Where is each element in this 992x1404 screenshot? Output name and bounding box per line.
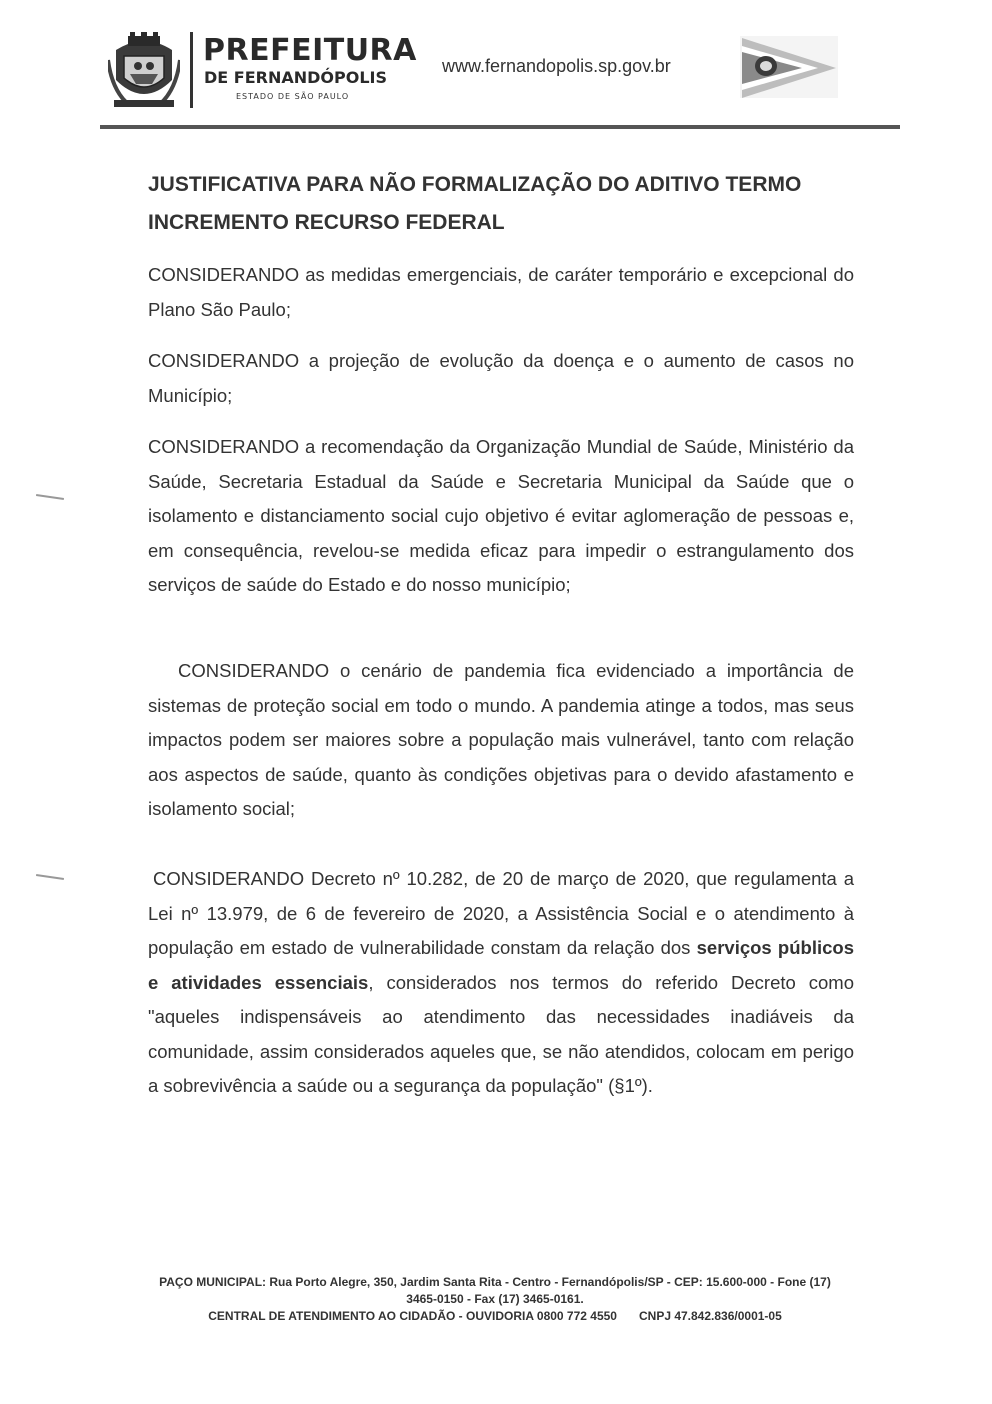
letterhead — [100, 20, 900, 130]
municipal-flag-icon — [738, 32, 842, 102]
paragraph-5-bold: serviços públicos e atividades essenciais — [148, 937, 854, 993]
title-line-1: JUSTIFICATIVA PARA NÃO FORMALIZAÇÃO DO ADITIVO TERMO — [148, 173, 802, 196]
footer-ouvidoria: CENTRAL DE ATENDIMENTO AO CIDADÃO - OUVIDORIA 0800 772 4550 — [208, 1309, 617, 1323]
paragraph-5-text-b: , considerados nos termos do referido Decreto como "aqueles indispensáveis ao atendimento das necessidades inadiáveis da comunidade, assim considerados aqueles que, se não atendidos, colocam em perigo a sobrevivência a saúde ou a segurança da população" (§1º). — [148, 971, 854, 1096]
paragraph-5-text-a: CONSIDERANDO Decreto nº 10.282, de 20 de março de 2020, que regulamenta a Lei nº 13.979, de 6 de fevereiro de 2020, a Assistência Social e o atendimento à população em estado de vulnerabilidade constam da relação dos — [148, 868, 854, 958]
paragraph-4: CONSIDERANDO o cenário de pandemia fica evidenciado a importância de sistemas de proteção social em todo o mundo. A pandemia atinge a todos, mas seus impactos podem ser maiores sobre a população mais vulnerável, tanto com relação aos aspectos de saúde, quanto às condições objetivas para o devido afastamento e isolamento social; — [148, 660, 854, 819]
brand-title: PREFEITURA — [203, 33, 417, 68]
header-divider — [190, 32, 193, 108]
scan-margin-mark — [36, 874, 64, 880]
municipal-coat-of-arms-icon — [108, 30, 180, 110]
paragraph-3: CONSIDERANDO a recomendação da Organização Mundial de Saúde, Ministério da Saúde, Secretaria Estadual da Saúde e Secretaria Municipal da Saúde que o isolamento e distanciamento social cujo objetivo é evitar aglomeração de pessoas e, em consequência, revelou-se medida eficaz para impedir o estrangulamento dos serviços de saúde do Estado e do nosso município; — [148, 436, 854, 595]
footer-cnpj: CNPJ 47.842.836/0001-05 — [638, 1309, 782, 1323]
paragraph-2: CONSIDERANDO a projeção de evolução da doença e o aumento de casos no Município; — [148, 350, 854, 406]
document-title — [148, 166, 858, 242]
brand-state: ESTADO DE SÃO PAULO — [236, 92, 350, 101]
footer — [130, 1274, 860, 1325]
paragraph-5 — [148, 862, 854, 1104]
footer-address: PAÇO MUNICIPAL: Rua Porto Alegre, 350, Jardim Santa Rita - Centro - Fernandópolis/SP - CEP: 15.600-000 - Fone (17) — [159, 1275, 831, 1289]
title-line-2: INCREMENTO RECURSO FEDERAL — [148, 211, 505, 234]
brand-subtitle: DE FERNANDÓPOLIS — [204, 68, 388, 87]
footer-phone: 3465-0150 - Fax (17) 3465-0161. — [406, 1292, 584, 1306]
header-rule — [100, 125, 900, 129]
scan-margin-mark — [36, 494, 64, 500]
paragraph-1: CONSIDERANDO as medidas emergenciais, de caráter temporário e excepcional do Plano São Paulo; — [148, 264, 854, 320]
website-link[interactable]: www.fernandopolis.sp.gov.br — [442, 56, 671, 76]
footer-contact — [130, 1308, 860, 1325]
